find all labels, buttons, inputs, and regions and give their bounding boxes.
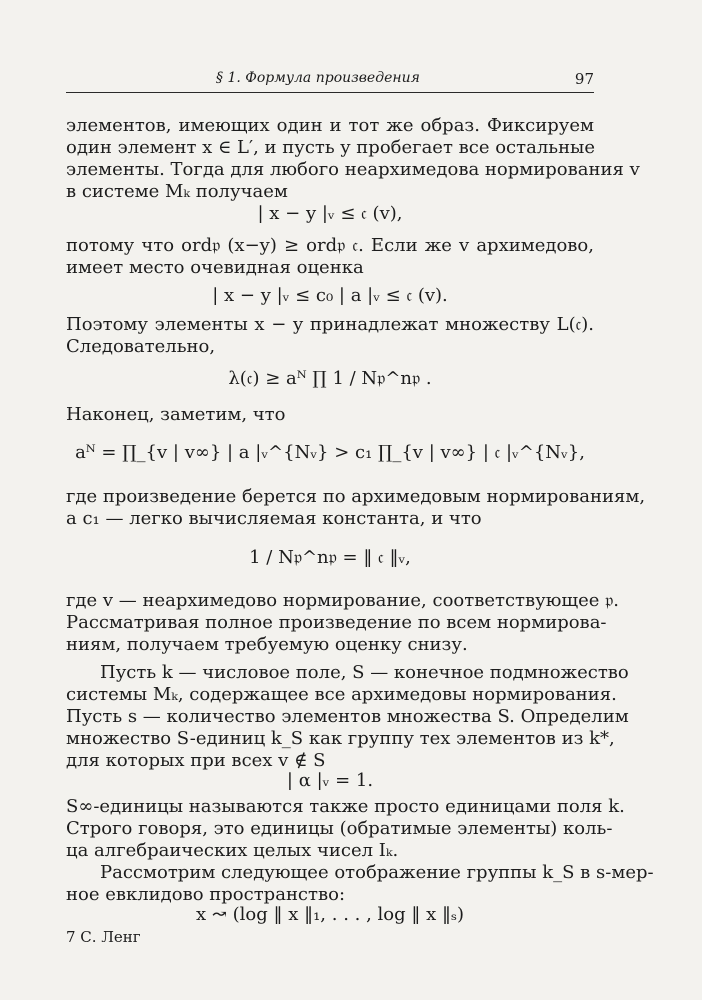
formula: x ↝ (log ‖ x ‖₁, . . . , log ‖ x ‖ₛ) [195, 904, 465, 925]
text-line: множество S-единиц k_S как группу тех элементов из k*, [66, 728, 615, 749]
text-line: S∞-единицы называются также просто единицами поля k. [66, 796, 625, 817]
text-line: системы Mₖ, содержащее все архимедовы нормирования. [66, 684, 617, 705]
text-line: Рассмотрим следующее отображение группы k_S в s-мер- [100, 862, 654, 883]
signature-mark: 7 С. Ленг [66, 928, 141, 946]
text-line: а c₁ — легко вычисляемая константа, и что [66, 508, 482, 529]
text-line: элементы. Тогда для любого неархимедова нормирования v [66, 159, 640, 180]
formula: 1 / N𝔭^n𝔭 = ‖ 𝔠 ‖ᵥ, [249, 547, 411, 568]
text-line: где произведение берется по архимедовым нормированиям, [66, 486, 646, 507]
text-line: имеет место очевидная оценка [66, 257, 364, 278]
text-line: Следовательно, [66, 336, 216, 357]
text-line: Поэтому элементы x − y принадлежат множеству L(𝔠). [66, 314, 594, 335]
text-line: Пусть k — числовое поле, S — конечное подмножество [100, 662, 629, 683]
text-line: Наконец, заметим, что [66, 404, 286, 425]
page-number: 97 [574, 70, 594, 88]
section-title: § 1. Формула произведения [216, 70, 420, 86]
text-line: ное евклидово пространство: [66, 884, 346, 905]
text-line: элементов, имеющих один и тот же образ. Фиксируем [66, 115, 594, 136]
text-line: для которых при всех v ∉ S [66, 750, 326, 771]
formula: | x − y |ᵥ ≤ 𝔠 (v), [257, 203, 403, 224]
formula: | x − y |ᵥ ≤ c₀ | a |ᵥ ≤ 𝔠 (v). [212, 285, 448, 306]
text-line: ца алгебраических целых чисел Iₖ. [66, 840, 399, 861]
running-header [66, 70, 594, 92]
text-line: в системе Mₖ получаем [66, 181, 288, 202]
text-line: Строго говоря, это единицы (обратимые элементы) коль- [66, 818, 613, 839]
header-rule [66, 92, 594, 93]
text-line: один элемент x ∈ L′, и пусть y пробегает все остальные [66, 137, 596, 158]
formula: aᴺ = ∏_{v | v∞} | a |ᵥ^{Nᵥ} > c₁ ∏_{v | v∞} | 𝔠 |ᵥ^{Nᵥ}, [75, 442, 585, 463]
formula: | α |ᵥ = 1. [286, 770, 374, 791]
text-line: где v — неархимедово нормирование, соответствующее 𝔭. [66, 590, 620, 611]
text-line: Рассматривая полное произведение по всем нормирова- [66, 612, 607, 633]
formula: λ(𝔠) ≥ aᴺ ∏ 1 / N𝔭^n𝔭 . [228, 368, 432, 389]
text-line: потому что ord𝔭 (x−y) ≥ ord𝔭 𝔠. Если же v архимедово, [66, 235, 594, 256]
text-line: Пусть s — количество элементов множества S. Определим [66, 706, 629, 727]
text-line: ниям, получаем требуемую оценку снизу. [66, 634, 468, 655]
